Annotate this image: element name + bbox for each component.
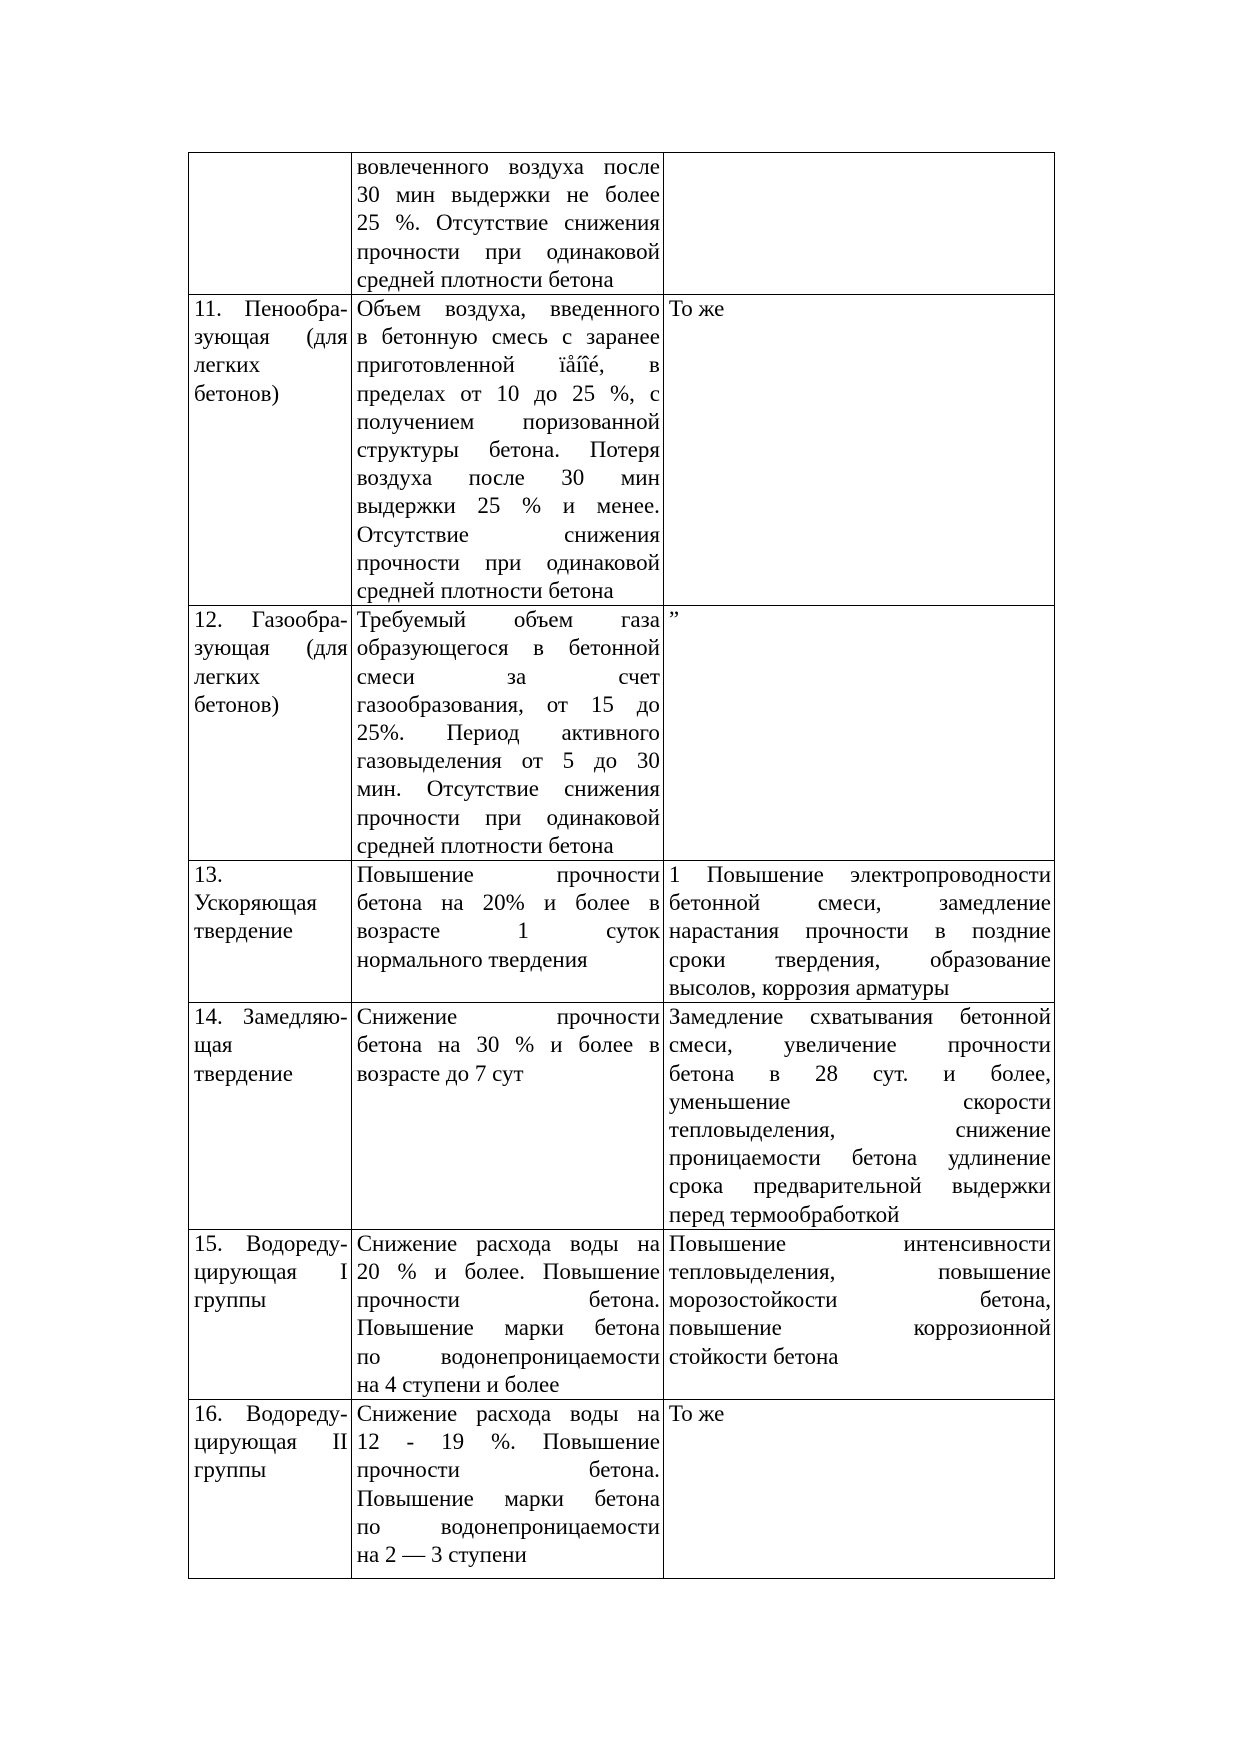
cell-line: по водонепроницаемости — [356, 1343, 660, 1369]
cell-line: зующая (для — [194, 635, 348, 661]
cell-line: смеси за счет — [356, 663, 660, 689]
main-effect-cell — [351, 295, 663, 606]
table-row — [189, 153, 1055, 295]
admixture-type-cell — [189, 153, 352, 295]
cell-line: бетона на 30 % и более в — [356, 1032, 660, 1058]
cell-line: получением поризованной — [356, 408, 660, 434]
cell-text: То же — [668, 1400, 725, 1426]
cell-line: Снижение расхода воды на — [356, 1400, 660, 1426]
side-effect-cell — [663, 295, 1054, 606]
cell-line: образующегося в бетонной — [356, 635, 660, 661]
cell-line: бетонной смеси, замедление — [668, 890, 1051, 916]
admixtures-table — [188, 152, 1055, 1579]
cell-line: бетона в 28 сут. и более, — [668, 1060, 1051, 1086]
cell-line: уменьшение скорости — [668, 1088, 1051, 1114]
cell-line: 11. Пенообра- — [194, 296, 348, 322]
main-effect-cell — [351, 1003, 663, 1230]
cell-line: бетона на 20% и более в — [356, 890, 660, 916]
cell-line: Повышение марки бетона — [356, 1485, 660, 1511]
cell-line: легких — [194, 663, 261, 689]
cell-line: газообразования, от 15 до — [356, 691, 660, 717]
cell-line: мин. Отсутствие снижения — [356, 776, 660, 802]
cell-line: Замедление схватывания бетонной — [668, 1004, 1051, 1030]
side-effect-cell — [663, 1399, 1054, 1578]
cell-line: на 2 — 3 ступени — [356, 1541, 527, 1567]
cell-line: воздуха после 30 мин — [356, 465, 660, 491]
table-body — [189, 153, 1055, 1579]
cell-line: Снижение прочности — [356, 1004, 660, 1030]
cell-line: нормального твердения — [356, 946, 588, 972]
cell-line: 14. Замедляю- — [194, 1004, 348, 1030]
cell-line: бетонов) — [194, 380, 280, 406]
cell-line: цирующая II — [194, 1429, 348, 1455]
cell-line: 20 % и более. Повышение — [356, 1258, 660, 1284]
cell-line: Ускоряющая — [194, 890, 317, 916]
cell-line: группы — [194, 1287, 267, 1313]
cell-line: вовлеченного воздуха после — [356, 154, 660, 179]
cell-line: твердение — [194, 1060, 293, 1086]
cell-line: Требуемый объем газа — [356, 607, 660, 633]
cell-line: перед термообработкой — [668, 1201, 900, 1227]
cell-line: смеси, увеличение прочности — [668, 1032, 1051, 1058]
cell-line: 12 - 19 %. Повышение — [356, 1429, 660, 1455]
cell-line: бетонов) — [194, 691, 280, 717]
cell-line: средней плотности бетона — [356, 832, 614, 858]
cell-text: То же — [668, 296, 725, 322]
cell-line: Повышение прочности — [356, 862, 660, 888]
cell-line: щая — [194, 1032, 233, 1058]
table-row — [189, 861, 1055, 1003]
main-effect-cell — [351, 861, 663, 1003]
cell-line: Отсутствие снижения — [356, 521, 660, 547]
admixture-type-cell — [189, 295, 352, 606]
cell-line: повышение коррозионной — [668, 1315, 1051, 1341]
cell-line: 12. Газообра- — [194, 607, 348, 633]
cell-line: приготовленной ïåíîé, в — [356, 352, 660, 378]
cell-line: проницаемости бетона удлинение — [668, 1145, 1051, 1171]
main-effect-cell — [351, 606, 663, 861]
cell-line: прочности бетона. — [356, 1457, 660, 1483]
cell-line: Снижение расхода воды на — [356, 1230, 660, 1256]
cell-line: морозостойкости бетона, — [668, 1287, 1051, 1313]
main-effect-cell — [351, 1229, 663, 1399]
admixture-type-cell — [189, 1399, 352, 1578]
cell-line: прочности при одинаковой — [356, 804, 660, 830]
cell-line: газовыделения от 5 до 30 — [356, 748, 660, 774]
cell-line: структуры бетона. Потеря — [356, 437, 660, 463]
cell-line: высолов, коррозия арматуры — [668, 974, 950, 1000]
cell-line: Объем воздуха, введенного — [356, 296, 660, 322]
cell-line: прочности при одинаковой — [356, 238, 660, 264]
table-row — [189, 1003, 1055, 1230]
cell-line: возрасте 1 суток — [356, 918, 660, 944]
cell-line: 25%. Период активного — [356, 720, 660, 746]
cell-line: Повышение интенсивности — [668, 1230, 1051, 1256]
cell-line: 1 Повышение электропроводности — [668, 862, 1051, 888]
cell-line: 16. Водореду- — [194, 1400, 348, 1426]
main-effect-cell — [351, 1399, 663, 1578]
cell-line: 13. — [194, 862, 223, 888]
cell-line: по водонепроницаемости — [356, 1513, 660, 1539]
cell-line: тепловыделения, повышение — [668, 1258, 1051, 1284]
cell-line: Повышение марки бетона — [356, 1315, 660, 1341]
cell-text: ” — [668, 607, 680, 633]
cell-line: нарастания прочности в поздние — [668, 918, 1051, 944]
cell-line: в бетонную смесь с заранее — [356, 324, 660, 350]
side-effect-cell — [663, 153, 1054, 295]
cell-line: выдержки 25 % и менее. — [356, 493, 660, 519]
admixture-type-cell — [189, 1229, 352, 1399]
cell-line: прочности бетона. — [356, 1287, 660, 1313]
cell-line: средней плотности бетона — [356, 578, 614, 604]
table-row — [189, 295, 1055, 606]
cell-line: возрасте до 7 сут — [356, 1060, 524, 1086]
cell-line: цирующая I — [194, 1258, 348, 1284]
side-effect-cell — [663, 1003, 1054, 1230]
cell-line: 25 %. Отсутствие снижения — [356, 210, 660, 236]
cell-line: зующая (для — [194, 324, 348, 350]
side-effect-cell — [663, 606, 1054, 861]
cell-line: твердение — [194, 918, 293, 944]
table-row — [189, 1399, 1055, 1578]
cell-line: группы — [194, 1457, 267, 1483]
cell-line: на 4 ступени и более — [356, 1371, 560, 1397]
admixture-type-cell — [189, 1003, 352, 1230]
side-effect-cell — [663, 861, 1054, 1003]
admixture-type-cell — [189, 606, 352, 861]
cell-line: тепловыделения, снижение — [668, 1116, 1051, 1142]
admixture-type-cell — [189, 861, 352, 1003]
cell-line: пределах от 10 до 25 %, с — [356, 380, 660, 406]
cell-line: прочности при одинаковой — [356, 549, 660, 575]
cell-line: легких — [194, 352, 261, 378]
cell-line: средней плотности бетона — [356, 266, 614, 292]
cell-line: 15. Водореду- — [194, 1230, 348, 1256]
cell-line: стойкости бетона — [668, 1343, 839, 1369]
table-row — [189, 1229, 1055, 1399]
side-effect-cell — [663, 1229, 1054, 1399]
cell-line: срока предварительной выдержки — [668, 1173, 1051, 1199]
cell-line: сроки твердения, образование — [668, 946, 1051, 972]
cell-line: 30 мин выдержки не более — [356, 182, 660, 208]
table-row — [189, 606, 1055, 861]
main-effect-cell — [351, 153, 663, 295]
